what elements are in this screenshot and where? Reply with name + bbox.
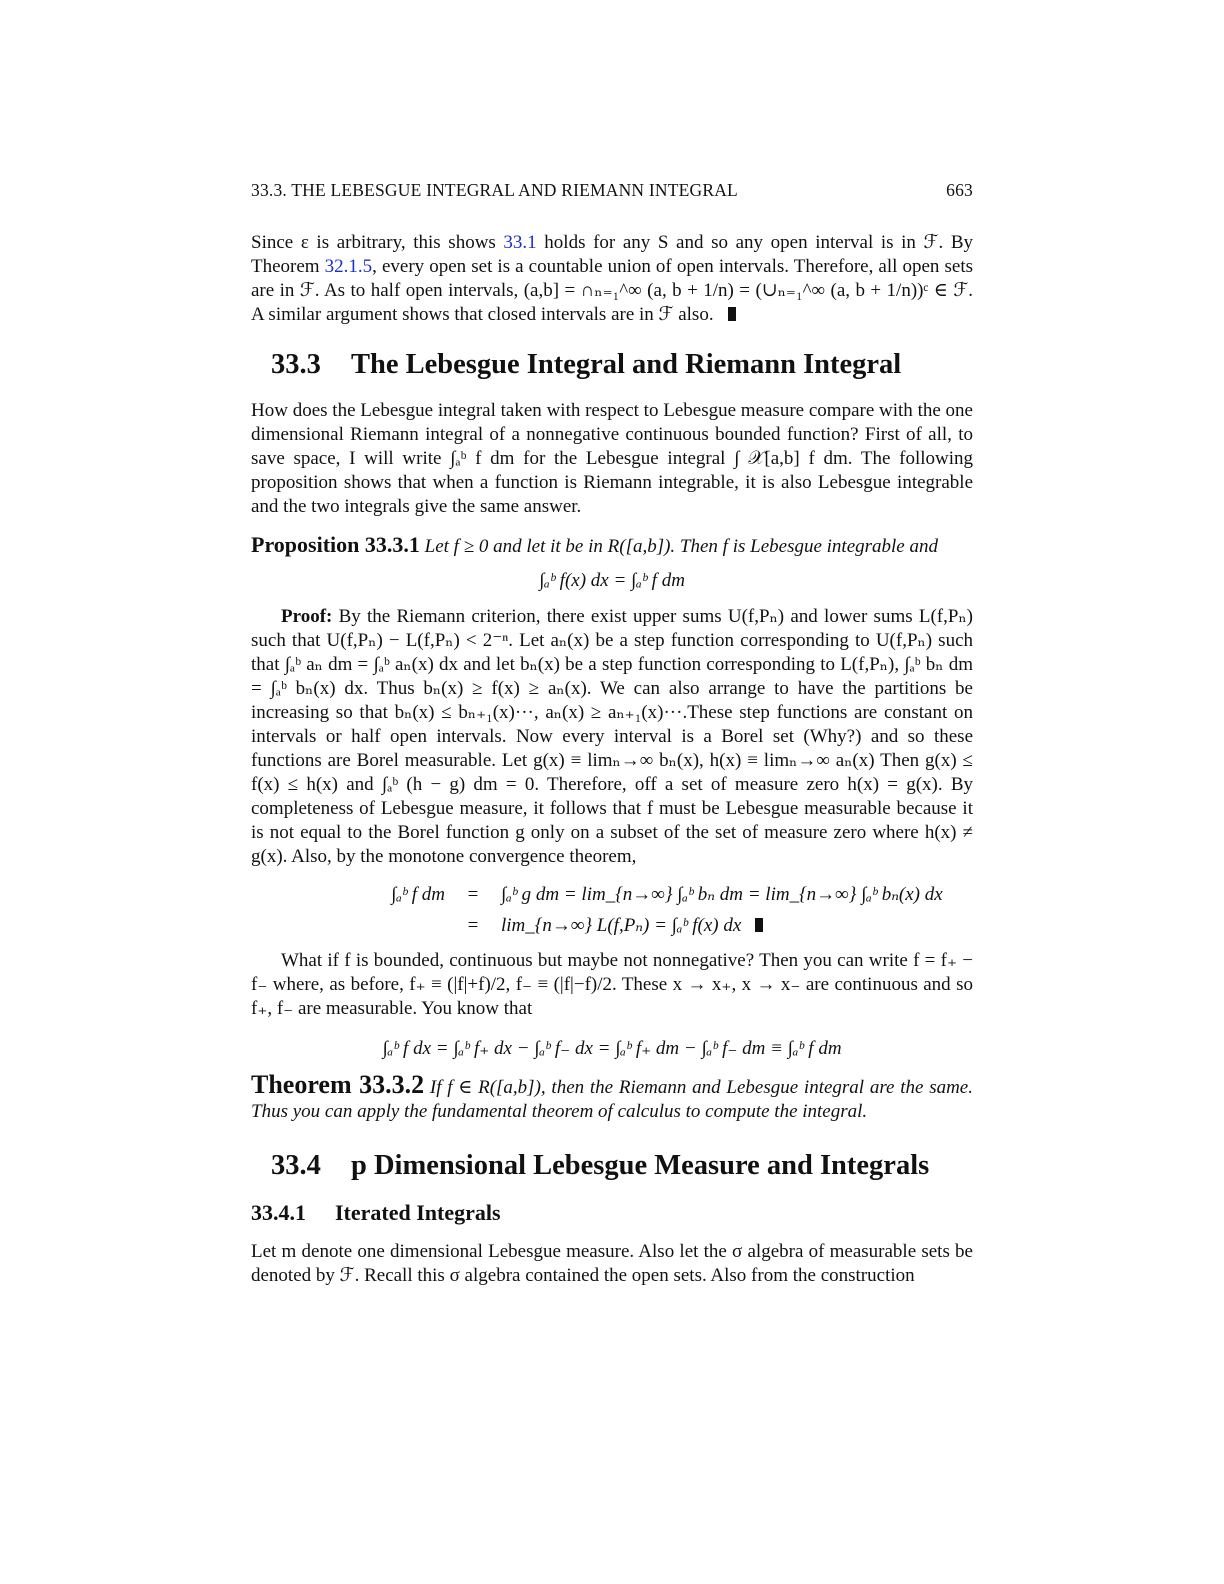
running-header — [251, 180, 973, 201]
theorem-reference-link[interactable]: 32.1.5 — [324, 256, 373, 277]
proposition-label: Proposition 33.3.1 — [251, 532, 420, 557]
equation-rhs: lim_{n→∞} L(f,Pₙ) = ∫ₐᵇ f(x) dx — [501, 915, 742, 936]
proposition-block — [251, 533, 973, 559]
theorem-label: Theorem 33.3.2 — [251, 1070, 425, 1099]
equation-relation: = — [467, 883, 479, 905]
section-heading-33-4 — [271, 1150, 973, 1182]
page-number: 663 — [946, 180, 973, 200]
equation-rhs: ∫ₐᵇ g dm = lim_{n→∞} ∫ₐᵇ bₙ dm = lim_{n→∞} ∫ₐᵇ bₙ(x) dx — [501, 884, 943, 905]
section-number: 33.3 — [271, 349, 321, 380]
intro-paragraph: Since ε is arbitrary, this shows 33.1 holds for any S and so any open interval is in ℱ. By Theorem 32.1.5, every open set is a countable union of open intervals. Therefore, all open sets are in ℱ. As to half open intervals, (a,b] = ∩ₙ₌₁^∞ (a, b + 1/n) = (∪ₙ₌₁^∞ (a, b + 1/n))ᶜ ∈ ℱ. A similar argument shows that closed intervals are in ℱ also. — [251, 232, 973, 325]
proof-paragraph — [251, 605, 973, 869]
equation-row — [251, 879, 973, 910]
section-number: 33.4 — [271, 1150, 321, 1181]
proposition-statement: Let f ≥ 0 and let it be in R([a,b]). Then f is Lebesgue integrable and — [424, 536, 938, 557]
subsection-heading-33-4-1 — [251, 1200, 973, 1226]
proof-text: By the Riemann criterion, there exist upper sums U(f,Pₙ) and lower sums L(f,Pₙ) such that U(f,Pₙ) − L(f,Pₙ) < 2⁻ⁿ. Let aₙ(x) be a step function corresponding to U(f,Pₙ) such that ∫ₐᵇ aₙ dm = ∫ₐᵇ aₙ(x) dx and let bₙ(x) be a step function corresponding to L(f,Pₙ), ∫ₐᵇ bₙ dm = ∫ₐᵇ bₙ(x) dx. Thus bₙ(x) ≥ f(x) ≥ aₙ(x). We can also arrange to have the partitions be increasing so that bₙ(x) ≤ bₙ₊₁(x)···, aₙ(x) ≥ aₙ₊₁(x)···.These step functions are constant on intervals or half open intervals. Now every interval is a Borel set (Why?) and so these functions are Borel measurable. Let g(x) ≡ limₙ→∞ bₙ(x), h(x) ≡ limₙ→∞ aₙ(x) Then g(x) ≤ f(x) ≤ h(x) and ∫ₐᵇ (h − g) dm = 0. Therefore, off a set of measure zero h(x) = g(x). By completeness of Lebesgue measure, it follows that f must be Lebesgue measurable because it is not equal to the Borel function g only on a subset of the set of measure zero where h(x) ≠ g(x). Also, by the monotone convergence theorem, — [251, 606, 973, 867]
end-of-proof-mark — [755, 918, 763, 932]
equation-reference-link[interactable]: 33.1 — [503, 232, 537, 253]
section-title: p Dimensional Lebesgue Measure and Integrals — [351, 1150, 930, 1181]
section-intro-paragraph: How does the Lebesgue integral taken with respect to Lebesgue measure compare with the one dimensional Riemann integral of a nonnegative continuous bounded function? First of all, to save space, I will write ∫ₐᵇ f dm for the Lebesgue integral ∫ 𝒳[a,b] f dm. The following proposition shows that when a function is Riemann integrable, it is also Lebesgue integrable and the two integrals give the same answer. — [251, 400, 973, 517]
remark-equation: ∫ₐᵇ f dx = ∫ₐᵇ f₊ dx − ∫ₐᵇ f₋ dx = ∫ₐᵇ f₊ dm − ∫ₐᵇ f₋ dm ≡ ∫ₐᵇ f dm — [382, 1038, 842, 1059]
section-title: The Lebesgue Integral and Riemann Integral — [351, 349, 902, 380]
equation-relation: = — [467, 914, 479, 936]
theorem-block — [251, 1070, 973, 1124]
section-heading-33-3 — [271, 349, 973, 381]
page-content — [251, 180, 973, 1288]
theorem-statement: If f ∈ R([a,b]), then the Riemann and Lebesgue integral are the same. Thus you can apply the fundamental theorem of calculus to compute the integral. — [251, 1077, 973, 1122]
remark-paragraph: What if f is bounded, continuous but maybe not nonnegative? Then you can write f = f₊ − f₋ where, as before, f₊ ≡ (|f|+f)/2, f₋ ≡ (|f|−f)/2. These x → x₊, x → x₋ are continuous and so f₊, f₋ are measurable. You know that — [251, 950, 973, 1019]
subsection-title: Iterated Integrals — [335, 1200, 501, 1225]
equation-row — [251, 910, 973, 941]
proposition-equation: ∫ₐᵇ f(x) dx = ∫ₐᵇ f dm — [539, 570, 685, 591]
running-header-title: 33.3. THE LEBESGUE INTEGRAL AND RIEMANN INTEGRAL — [251, 180, 738, 200]
proof-equation-array — [251, 879, 973, 941]
subsection-number: 33.4.1 — [251, 1200, 306, 1225]
end-of-proof-mark — [728, 307, 736, 321]
subsection-paragraph: Let m denote one dimensional Lebesgue measure. Also let the σ algebra of measurable sets be denoted by ℱ. Recall this σ algebra contained the open sets. Also from the construction — [251, 1241, 973, 1286]
equation-lhs: ∫ₐᵇ f dm — [391, 883, 445, 905]
proof-label: Proof: — [281, 606, 333, 627]
